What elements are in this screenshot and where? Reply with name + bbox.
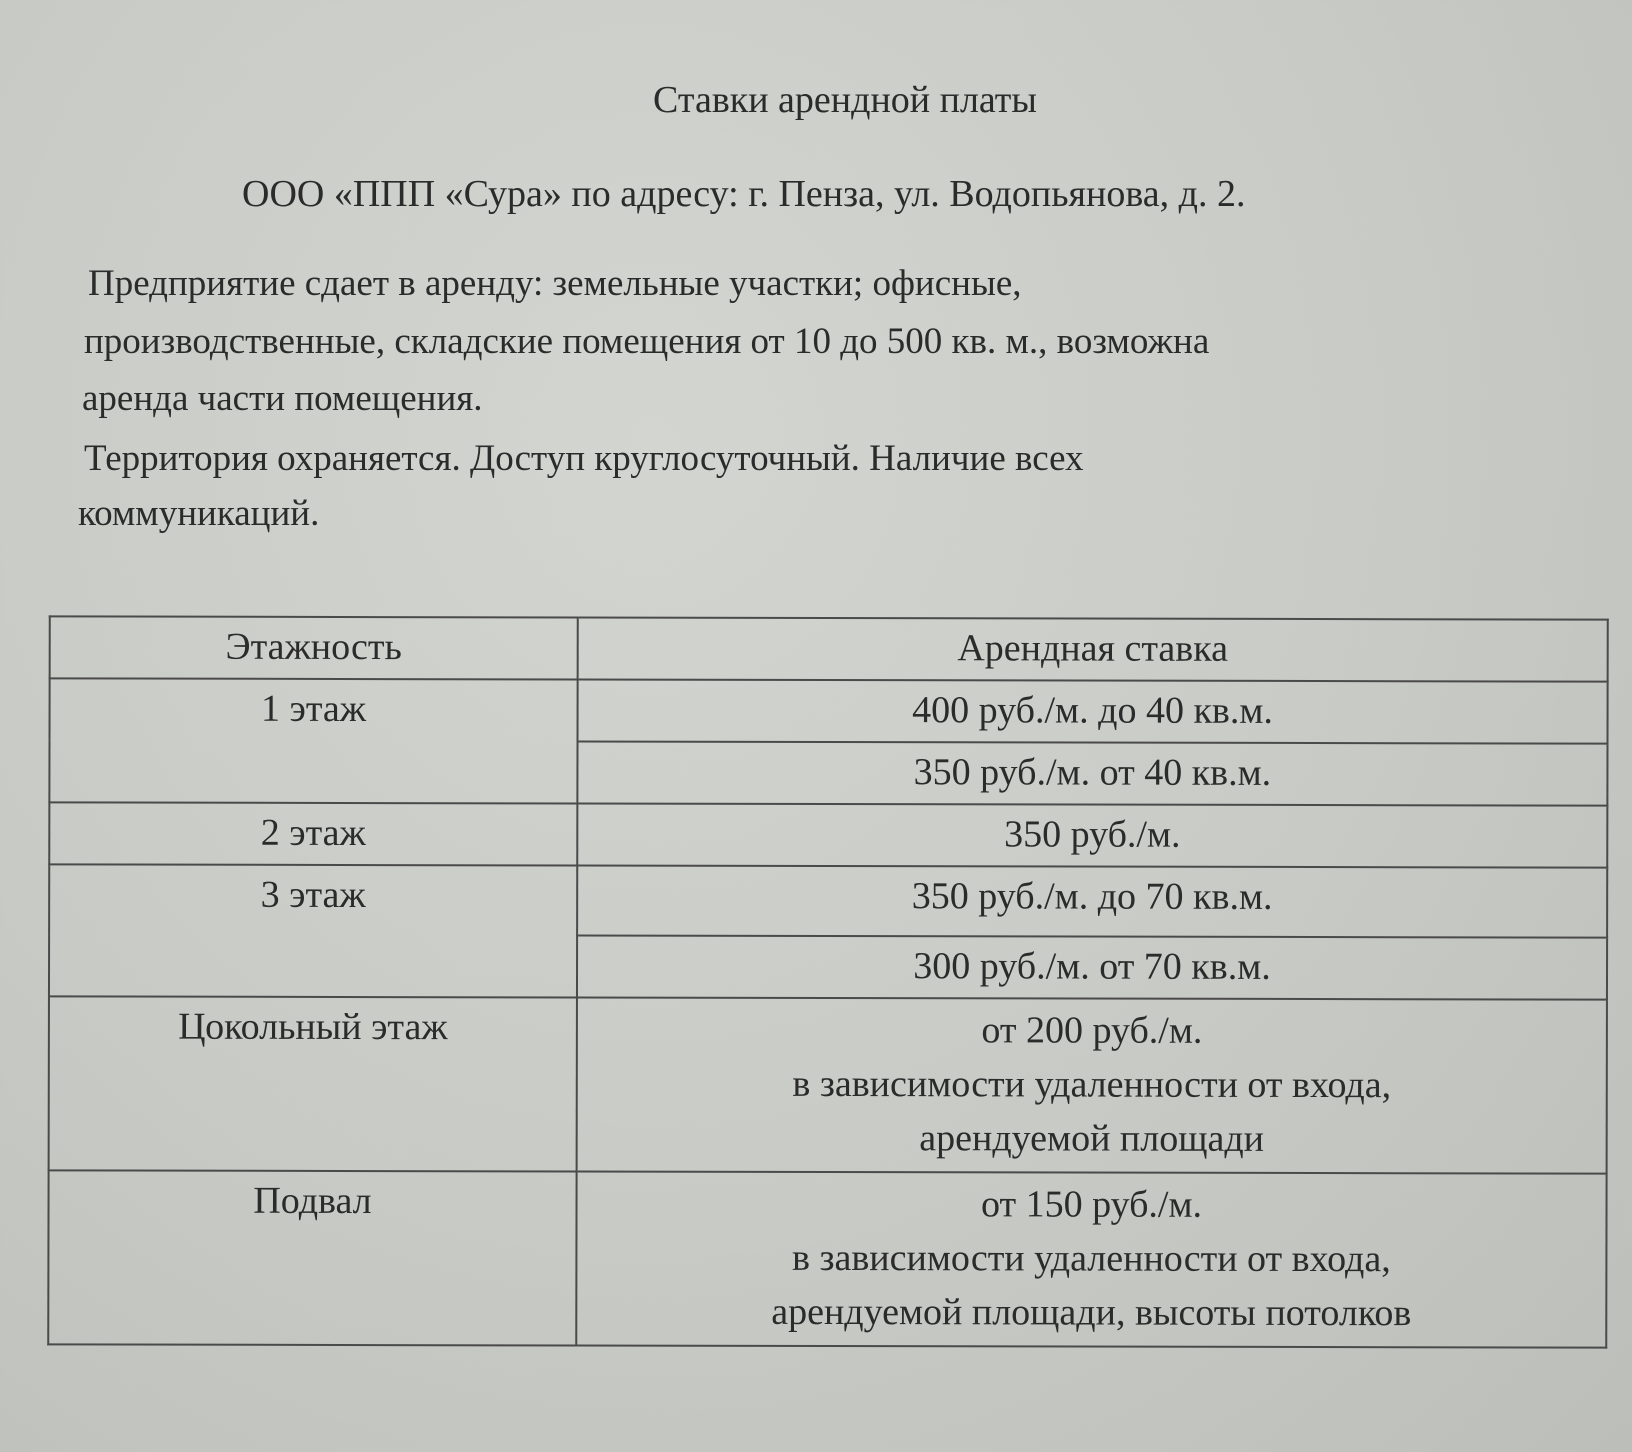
header-floors: Этажность bbox=[50, 616, 578, 679]
table-header-row bbox=[50, 616, 1608, 681]
document-title: Ставки арендной платы bbox=[653, 79, 1037, 121]
paragraph-line: Предприятие сдает в аренду: земельные участки; офисные, bbox=[88, 263, 1022, 304]
rate-cell: 350 руб./м. bbox=[577, 803, 1607, 867]
paragraph-line: производственные, складские помещения от 10 до 500 кв. м., возможна bbox=[84, 321, 1210, 362]
table-row bbox=[49, 864, 1607, 937]
rate-line: от 150 руб./м. bbox=[980, 1183, 1203, 1226]
floor-cell: Цокольный этаж bbox=[49, 996, 577, 1171]
floor-cell: 3 этаж bbox=[49, 864, 577, 997]
rent-rates-table bbox=[47, 615, 1609, 1348]
floor-cell: Подвал bbox=[48, 1170, 576, 1345]
paragraph-line: аренда части помещения. bbox=[82, 378, 483, 419]
floor-cell: 2 этаж bbox=[49, 802, 577, 865]
rate-line: в зависимости удаленности от входа, bbox=[792, 1236, 1391, 1281]
rate-line: арендуемой площади, высоты потолков bbox=[771, 1290, 1412, 1335]
rate-line: арендуемой площади bbox=[919, 1117, 1265, 1160]
table-row bbox=[50, 678, 1608, 743]
rate-cell bbox=[577, 997, 1607, 1173]
paragraph-line: коммуникаций. bbox=[78, 493, 320, 534]
rate-cell: 350 руб./м. от 40 кв.м. bbox=[577, 741, 1607, 805]
paragraph-line: Территория охраняется. Доступ круглосуточный. Наличие всех bbox=[84, 438, 1084, 479]
rate-cell bbox=[576, 1171, 1606, 1347]
rate-cell: 400 руб./м. до 40 кв.м. bbox=[578, 679, 1608, 743]
table-row bbox=[49, 802, 1607, 867]
table-row bbox=[49, 996, 1607, 1173]
header-rate: Арендная ставка bbox=[578, 617, 1608, 681]
rate-line: от 200 руб./м. bbox=[981, 1009, 1203, 1052]
document-subtitle: ООО «ППП «Сура» по адресу: г. Пенза, ул. Водопьянова, д. 2. bbox=[242, 173, 1246, 215]
rate-cell: 300 руб./м. от 70 кв.м. bbox=[577, 935, 1607, 999]
floor-cell: 1 этаж bbox=[49, 678, 577, 803]
rate-line: в зависимости удаленности от входа, bbox=[792, 1062, 1392, 1107]
rate-cell: 350 руб./м. до 70 кв.м. bbox=[577, 865, 1607, 937]
table-row bbox=[48, 1170, 1606, 1347]
